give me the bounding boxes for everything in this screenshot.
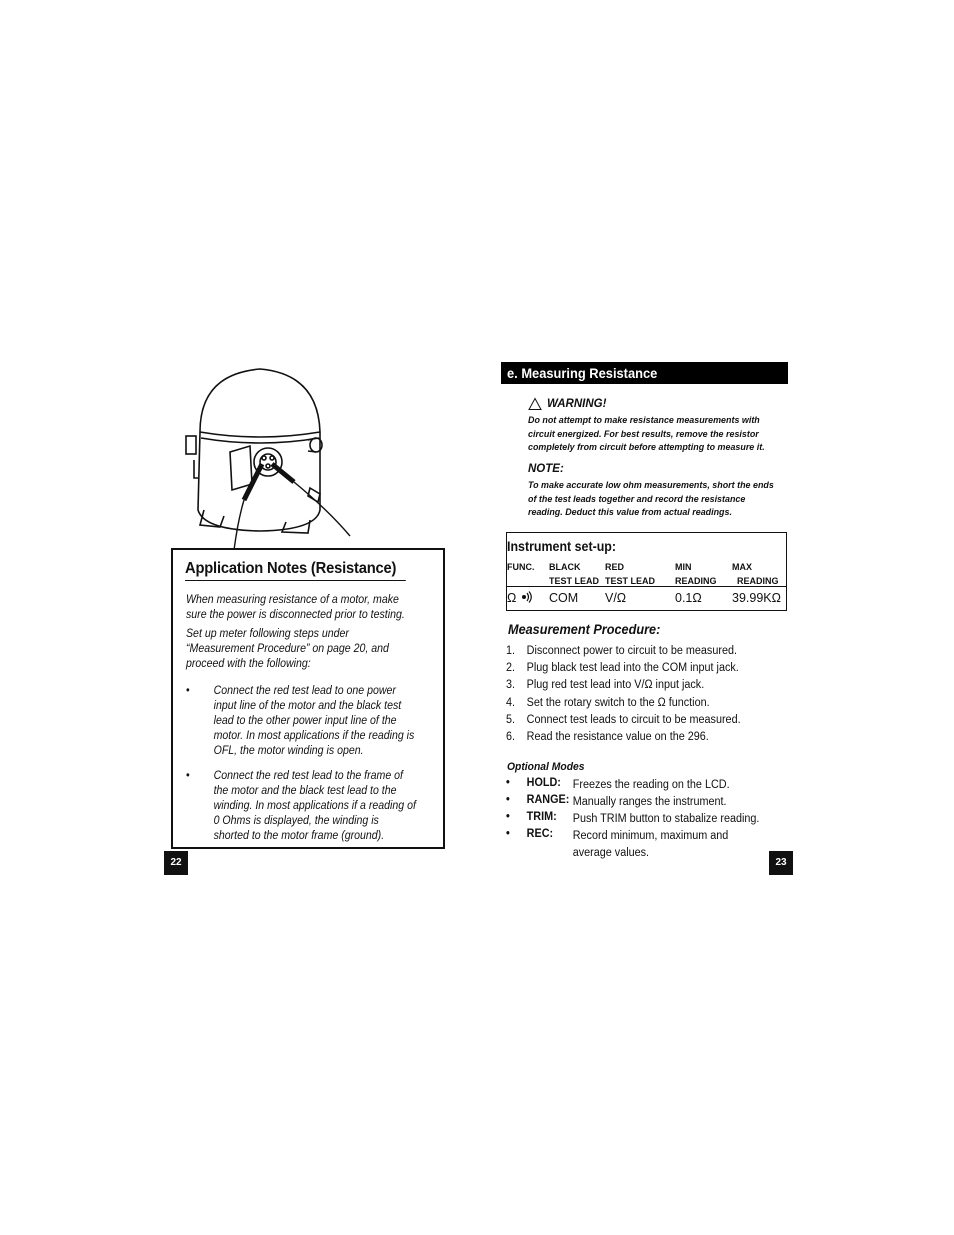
instrument-setup-table xyxy=(506,532,787,611)
warning-triangle-icon xyxy=(528,397,542,411)
procedure-step xyxy=(506,662,739,674)
procedure-step xyxy=(506,645,737,657)
bullet-mark: • xyxy=(186,685,190,697)
procedure-step xyxy=(506,731,709,743)
note-text: To make accurate low ohm measurements, short the ends of the test leads together and record the resistance reading. Deduct this value from actual readings. xyxy=(528,480,774,518)
optional-mode-item xyxy=(506,828,733,862)
optional-mode-item xyxy=(506,794,761,811)
warning-text: Do not attempt to make resistance measurements with circuit energized. For best results, remove the resistor completely from circuit before attempting to measure it. xyxy=(528,415,765,453)
bullet-text: Connect the red test lead to the frame of the motor and the black test lead to the winding. In most applications if a reading of 0 Ohms is displayed, the winding is shorted to the motor frame (ground). xyxy=(213,770,416,842)
application-notes-bullet xyxy=(186,684,416,759)
warning-label: WARNING! xyxy=(547,398,607,410)
page-number-right: 23 xyxy=(769,851,793,875)
step-text: Disconnect power to circuit to be measured. xyxy=(526,645,737,657)
step-number: 1. xyxy=(506,645,516,657)
setup-black-cell: COM xyxy=(549,591,579,605)
step-number: 2. xyxy=(506,662,516,674)
setup-divider xyxy=(507,586,786,587)
section-header-bar xyxy=(501,362,788,384)
section-title: e. Measuring Resistance xyxy=(507,365,658,381)
setup-title: Instrument set-up: xyxy=(507,539,617,554)
setup-min-cell: 0.1Ω xyxy=(675,591,702,605)
setup-col-red-lead: RED TEST LEAD xyxy=(605,562,656,586)
setup-red-cell: V/Ω xyxy=(605,591,627,605)
optional-mode-item xyxy=(506,811,761,828)
application-notes-bullet xyxy=(186,769,416,844)
ohm-symbol: Ω xyxy=(507,591,517,605)
mode-description: Push TRIM button to stabalize reading. xyxy=(572,813,760,825)
step-number: 4. xyxy=(506,697,516,709)
mode-description: Freezes the reading on the LCD. xyxy=(572,779,730,791)
mode-description: Record minimum, maximum and average values. xyxy=(572,830,729,859)
procedure-step xyxy=(506,679,704,691)
continuity-beeper-icon xyxy=(520,591,534,603)
mode-key: HOLD: xyxy=(526,777,561,789)
setup-col-black-lead: BLACK TEST LEAD xyxy=(549,562,600,586)
application-notes-paragraph: When measuring resistance of a motor, make sure the power is disconnected prior to testing. xyxy=(186,594,405,621)
bullet-text: Connect the red test lead to one power input line of the motor and the black test lead to the other power input line of the motor. In most applications if the reading is OFL, the motor winding is open. xyxy=(213,685,415,757)
bullet-mark: • xyxy=(506,811,510,823)
application-notes-title: Application Notes (Resistance) xyxy=(185,560,406,581)
step-number: 5. xyxy=(506,714,516,726)
setup-col-min-reading: MIN READING xyxy=(675,562,717,586)
setup-max-cell: 39.99KΩ xyxy=(732,591,781,605)
step-text: Connect test leads to circuit to be measured. xyxy=(526,714,741,726)
page-number-left: 22 xyxy=(164,851,188,875)
setup-col-func: FUNC. xyxy=(507,562,535,572)
step-number: 6. xyxy=(506,731,516,743)
mode-description: Manually ranges the instrument. xyxy=(572,796,727,808)
bullet-mark: • xyxy=(186,770,190,782)
bullet-mark: • xyxy=(506,794,510,806)
mode-key: TRIM: xyxy=(526,811,557,823)
setup-func-cell xyxy=(507,591,534,605)
step-number: 3. xyxy=(506,679,516,691)
optional-modes-title: Optional Modes xyxy=(507,761,585,773)
application-notes-box xyxy=(171,548,445,849)
procedure-step xyxy=(506,714,741,726)
mode-key: REC: xyxy=(526,828,554,840)
step-text: Plug red test lead into V/Ω input jack. xyxy=(526,679,705,691)
optional-mode-item xyxy=(506,777,761,794)
compressor-illustration xyxy=(168,360,368,552)
step-text: Plug black test lead into the COM input jack. xyxy=(526,662,739,674)
step-text: Read the resistance value on the 296. xyxy=(526,731,709,743)
note-label: NOTE: xyxy=(528,463,564,475)
procedure-step xyxy=(506,697,710,709)
application-notes-paragraph: Set up meter following steps under “Measurement Procedure” on page 20, and proceed with the following: xyxy=(186,628,389,670)
bullet-mark: • xyxy=(506,777,510,789)
mode-key: RANGE: xyxy=(526,794,570,806)
procedure-title: Measurement Procedure: xyxy=(508,622,661,637)
step-text: Set the rotary switch to the Ω function. xyxy=(526,697,710,709)
setup-col-max-reading: MAX READING xyxy=(732,562,779,586)
bullet-mark: • xyxy=(506,828,510,840)
